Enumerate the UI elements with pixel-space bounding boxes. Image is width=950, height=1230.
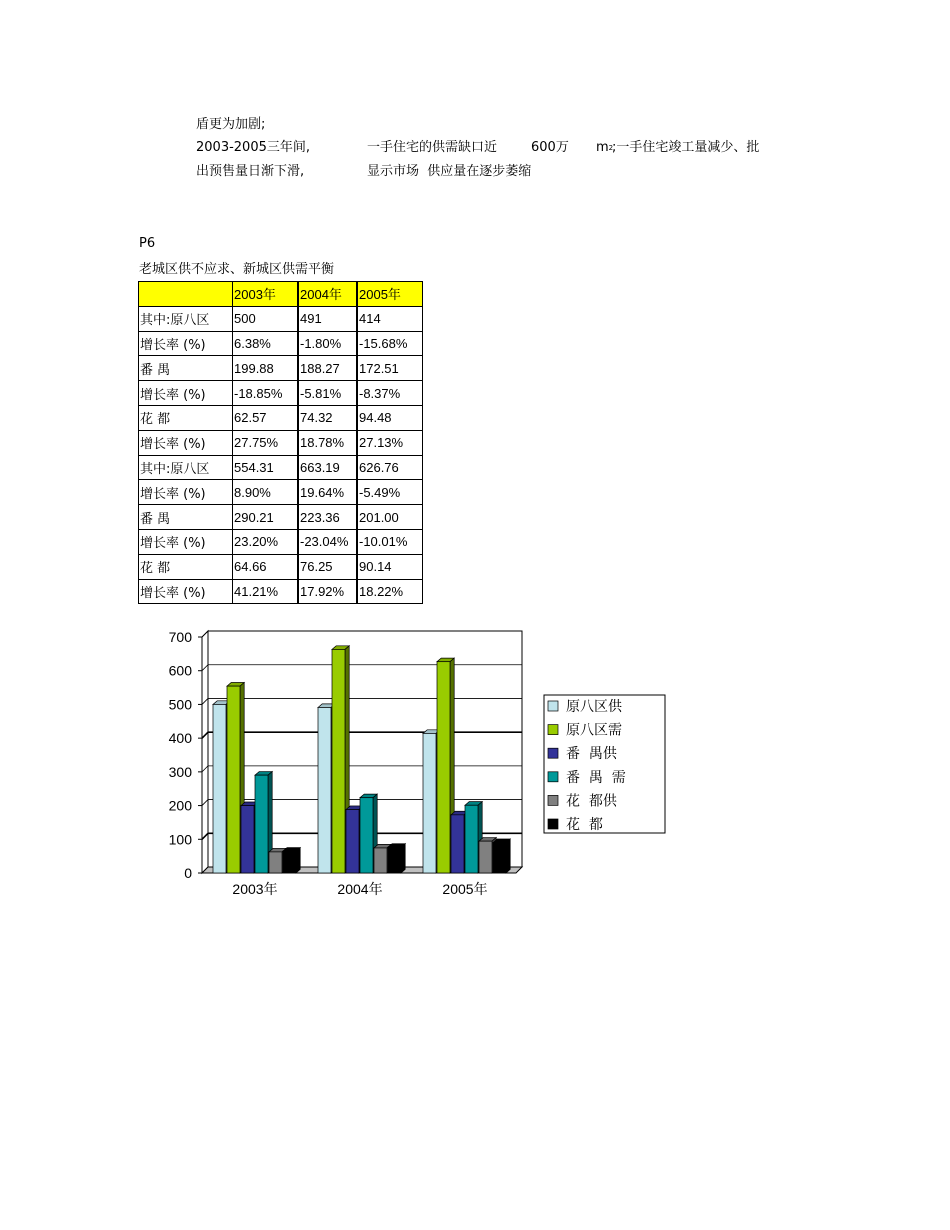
table-cell: 554.31 (233, 455, 299, 480)
table-cell: 增长率 (%) (139, 529, 233, 554)
table-cell: 188.27 (298, 356, 357, 381)
table-cell: 增长率 (%) (139, 579, 233, 604)
bar-front (227, 686, 240, 873)
unit-m-superscript: 2 (608, 144, 614, 152)
table-cell: 172.51 (357, 356, 423, 381)
bar-front (437, 662, 450, 873)
table-cell: -23.04% (298, 529, 357, 554)
bar-front (346, 810, 359, 873)
bar-front (388, 847, 401, 873)
legend-label: 原八区需 (566, 722, 622, 739)
table-cell: -8.37% (357, 381, 423, 406)
table-cell: 491 (298, 306, 357, 331)
bar-front (423, 733, 436, 873)
table-cell: 201.00 (357, 505, 423, 530)
x-axis-ticks (232, 881, 487, 897)
table-cell: 8.90% (233, 480, 299, 505)
bar-front (374, 848, 387, 873)
y-tick-label: 200 (168, 797, 192, 814)
bar-front (318, 707, 331, 873)
table-header-cell: 2004年 (298, 282, 357, 307)
paragraph-line-2-part-c: 600万 (531, 140, 569, 155)
paragraph-line-3-part-a: 出预售量日渐下滑, (196, 164, 305, 179)
bar-side (296, 848, 300, 873)
bar-front (360, 798, 373, 873)
y-tick-label: 400 (168, 730, 192, 747)
y-tick-label: 500 (168, 696, 192, 713)
legend-label: 原八区供 (566, 699, 622, 715)
y-tick-label: 700 (168, 629, 192, 645)
table-cell: 增长率 (%) (139, 381, 233, 406)
legend-label: 番 禺供 (566, 746, 617, 763)
y-tick-label: 100 (168, 831, 192, 848)
table-cell: 番 禺 (139, 505, 233, 530)
table-cell: 90.14 (357, 554, 423, 579)
legend (544, 695, 665, 833)
table-cell: 199.88 (233, 356, 299, 381)
table-cell: 663.19 (298, 455, 357, 480)
table-cell: 76.25 (298, 554, 357, 579)
legend-label: 花 都供 (566, 793, 617, 810)
table-cell: 增长率 (%) (139, 480, 233, 505)
y-tick-label: 300 (168, 763, 192, 780)
bar-front (479, 841, 492, 873)
table-header-cell: 2003年 (233, 282, 299, 307)
table-cell: 18.22% (357, 579, 423, 604)
table-cell: -5.81% (298, 381, 357, 406)
table-cell: 增长率 (%) (139, 430, 233, 455)
table-cell: 41.21% (233, 579, 299, 604)
legend-swatch (548, 725, 558, 735)
table-cell: 27.13% (357, 430, 423, 455)
legend-swatch (548, 819, 558, 829)
x-tick-label: 2005年 (442, 881, 488, 897)
table-cell: -1.80% (298, 331, 357, 356)
table-cell: -10.01% (357, 529, 423, 554)
paragraph-line-2-part-b: 一手住宅的供需缺口近 (367, 140, 498, 155)
page-label: P6 (139, 236, 156, 251)
bar-front (241, 806, 254, 873)
table-cell: 626.76 (357, 455, 423, 480)
table-cell: 18.78% (298, 430, 357, 455)
legend-label: 花 都 (566, 817, 603, 833)
table-cell: 94.48 (357, 405, 423, 430)
table-cell: 223.36 (298, 505, 357, 530)
bar-front (213, 704, 226, 873)
bar-front (465, 805, 478, 873)
table-cell: 414 (357, 306, 423, 331)
bar (388, 844, 405, 873)
table-cell: 6.38% (233, 331, 299, 356)
table-cell: 花 都 (139, 554, 233, 579)
x-tick-label: 2003年 (232, 881, 278, 897)
table-cell: 64.66 (233, 554, 299, 579)
y-tick-label: 0 (184, 865, 192, 881)
table-cell: 62.57 (233, 405, 299, 430)
x-tick-label: 2004年 (337, 881, 383, 897)
legend-swatch (548, 795, 558, 805)
bar-front (332, 649, 345, 873)
table-cell: 其中:原八区 (139, 455, 233, 480)
legend-swatch (548, 772, 558, 782)
table-header-cell: 2005年 (357, 282, 423, 307)
paragraph-line-3-part-b: 显示市场 供应量在逐步萎缩 (367, 164, 532, 179)
bar (493, 839, 510, 873)
bar-front (269, 852, 282, 873)
table-cell: 27.75% (233, 430, 299, 455)
bar (283, 848, 300, 873)
legend-swatch (548, 748, 558, 758)
table-cell: 增长率 (%) (139, 331, 233, 356)
table-cell: 花 都 (139, 405, 233, 430)
paragraph-line-2-part-e: ;一手住宅竣工量减少、批 (612, 140, 760, 155)
bar-side (401, 844, 405, 873)
legend-label: 番 禺 需 (566, 769, 626, 786)
paragraph-line-2-part-a: 2003-2005三年间, (196, 140, 310, 155)
table-cell: 17.92% (298, 579, 357, 604)
y-axis-ticks (169, 629, 202, 881)
table-cell: 500 (233, 306, 299, 331)
table-cell: -15.68% (357, 331, 423, 356)
table-caption: 老城区供不应求、新城区供需平衡 (139, 262, 335, 277)
table-cell: 74.32 (298, 405, 357, 430)
bar-side (506, 839, 510, 873)
bar-front (283, 851, 296, 873)
table-cell: 290.21 (233, 505, 299, 530)
paragraph-line-1-text: 盾更为加剧; (196, 117, 266, 132)
y-tick-label: 600 (168, 662, 192, 679)
table-cell: -18.85% (233, 381, 299, 406)
bar-front (451, 815, 464, 873)
table-cell: -5.49% (357, 480, 423, 505)
table-cell: 其中:原八区 (139, 306, 233, 331)
unit-m: m (596, 140, 609, 155)
table-cell: 23.20% (233, 529, 299, 554)
bar-front (255, 775, 268, 873)
table-cell: 番 禺 (139, 356, 233, 381)
table-cell: 19.64% (298, 480, 357, 505)
bar-front (493, 843, 506, 873)
legend-swatch (548, 701, 558, 711)
legend-box (544, 695, 665, 833)
